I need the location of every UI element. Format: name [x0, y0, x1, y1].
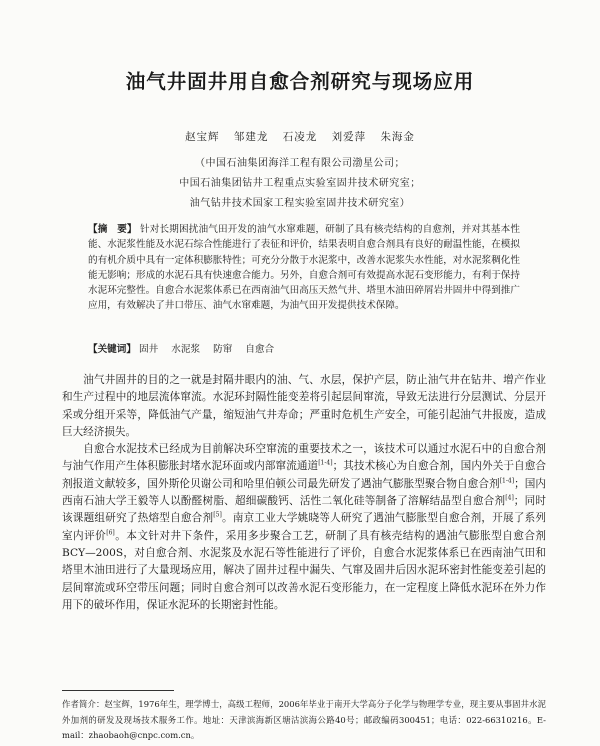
paper-title: 油气井固井用自愈合剂研究与现场应用: [125, 70, 475, 93]
text-run: ；其技术核心为自愈合剂，国内外关于自愈合剂报道文献较多，国外斯伦贝谢公司和哈里伯顿公司最先研发了遇油气膨胀型聚合物自愈合剂: [62, 460, 546, 490]
abstract-block: [88, 222, 520, 314]
author-name: 朱海金: [380, 131, 415, 143]
author-footnote: 作者简介：赵宝辉，1976年生，理学博士，高级工程师，2006年毕业于南开大学高分子化学与物理学专业，现主要从事固井水泥外加剂的研发及现场技术服务工作。地址：天津滨海新区塘沽滨海公路40号；邮政编码300451；电话：022-66310216。E-mail：zhaobaoh@cnpc.com.cn。: [62, 699, 546, 741]
citation[interactable]: [4]: [505, 494, 514, 502]
text-run: 。南京工业大学姚晓等人研究了遇油气膨胀型自愈合剂，开展了系列室内评价: [62, 512, 546, 542]
citation[interactable]: [1-4]: [499, 477, 515, 485]
abstract-label: 【摘 要】: [88, 224, 137, 235]
keywords-block: [88, 341, 520, 355]
author-name: 石凌龙: [282, 131, 318, 143]
paragraph-text: 油气井固井的目的之一就是封隔井眼内的油、气、水层，保护产层，防止油气井在钻井、增产作业和生产过程中的地层流体窜流。水泥环封隔性能变差将引起层间窜流，导致无法进行分层测试、分层开采或分组开采等，降低油气产量，缩短油气井寿命；严重时危机生产安全，可能引起油气井报废，造成巨大经济损失。: [62, 374, 546, 439]
keywords-label: 【关键词】: [88, 344, 136, 355]
body-paragraph-2: [62, 441, 546, 614]
keyword: 固井: [139, 344, 159, 355]
keyword: 自愈合: [245, 344, 275, 355]
body-paragraph-1: [62, 372, 546, 441]
citation[interactable]: [1-4]: [318, 459, 333, 467]
author-name: 赵宝辉: [185, 131, 220, 143]
text-run: 自愈合水泥技术已经成为目前解决环空窜流的重要技术之一，该技术可以通过水泥石中的自愈合剂与油气作用产生体积膨胀封堵水泥环面或内部窜流通道: [62, 443, 546, 473]
abstract-text: 针对长期困扰油气田开发的油气水窜难题，研制了具有核壳结构的自愈剂，并对其基本性能、水泥浆性能及水泥石综合性能进行了表征和评价，结果表明自愈合剂具有良好的耐温性能，在模拟的有机介质中具有一定体积膨胀特性；可充分分散于水泥浆中，改善水泥浆失水性能，对水泥浆稠化性能无影响；形成的水泥石具有快速愈合能力。另外，自愈合剂可有效提高水泥石变形能力，有利于保持水泥环完整性。自愈合水泥浆体系已在西南油气田高压天然气井、塔里木油田碎屑岩井固井中得到推广应用，有效解决了井口带压、油气水窜难题，为油气田开发提供技术保障。: [88, 224, 521, 312]
author-name: 邹建龙: [233, 131, 269, 143]
text-run: 。本文针对井下条件，采用多步聚合工艺，研制了具有核壳结构的遇油气膨胀型自愈合剂BCY—200S，对自愈合剂、水泥浆及水泥石等性能进行了评价，自愈合水泥浆体系已在西南油气田和塔里木油田进行了大量现场应用，解决了固井过程中漏失、气窜及固井后因水泥环密封性能变差引起的层间窜流或环空带压问题；同时自愈合剂可以改善水泥石变形能力，在一定程度上降低水泥环在外力作用下的破坏作用，保证水泥环的长期密封性能。: [62, 529, 546, 612]
affiliation-line: 中国石油集团钻井工程重点实验室固井技术研究室；: [179, 178, 421, 189]
keyword: 水泥浆: [171, 344, 201, 355]
text-run: ；国内西南石油大学王毅等人以酚醛树脂、超细碳酸钙、活性二氧化硅等制备了溶解结晶型自愈合剂: [62, 477, 547, 508]
author-list: [0, 129, 600, 144]
affiliation-line: 油气钻井技术国家工程实验室固井技术研究室）: [189, 198, 411, 209]
citation[interactable]: [6]: [106, 529, 115, 537]
author-name: 刘爱萍: [331, 131, 367, 143]
affiliation-line: （中国石油集团海洋工程有限公司渤星公司；: [195, 158, 405, 169]
citation[interactable]: [5]: [213, 511, 222, 519]
keyword: 防窜: [213, 344, 233, 355]
paragraph-text: [62, 441, 546, 614]
text-run: ；同时该课题组研究了热熔型自愈合剂: [62, 495, 546, 525]
footnote-divider: [62, 690, 174, 691]
